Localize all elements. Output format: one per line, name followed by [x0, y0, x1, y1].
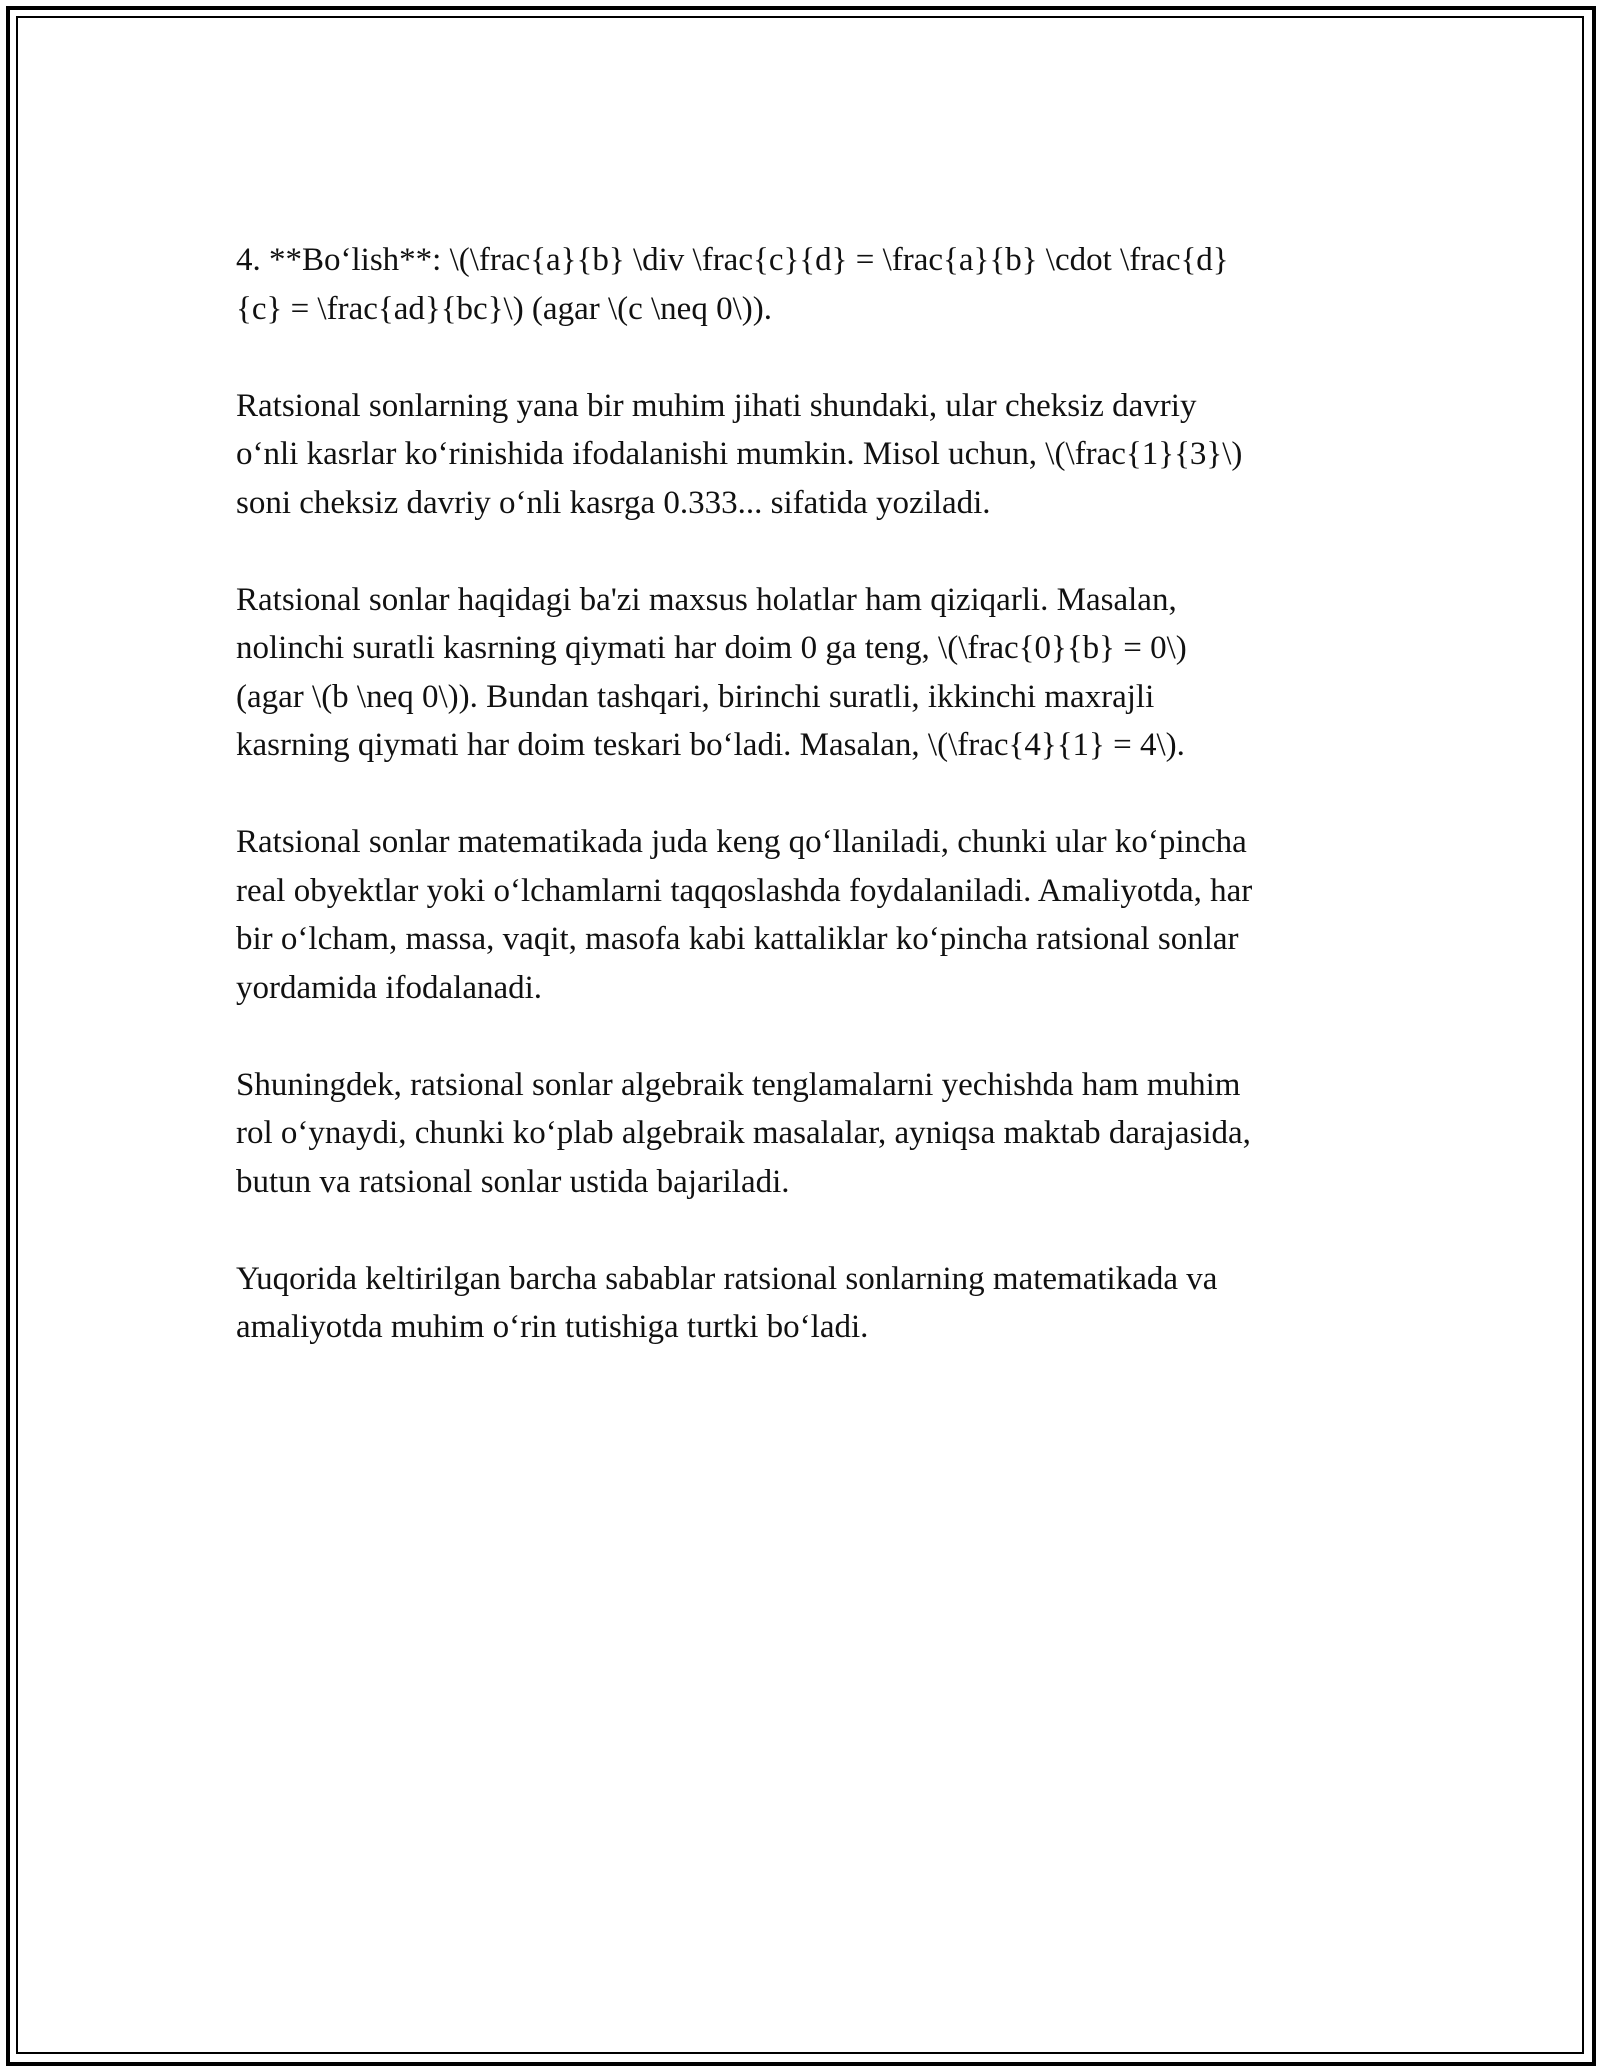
paragraph-algebra: Shuningdek, ratsional sonlar algebraik tenglamalarni yechishda ham muhim rol o‘ynaydi, chunki ko‘plab algebraik masalalar, ayniqsa maktab darajasida, butun va ratsional sonlar ustida bajariladi.	[236, 1066, 1251, 1200]
paragraph-conclusion: Yuqorida keltirilgan barcha sabablar ratsional sonlarning matematikada va amaliyotda muhim o‘rin tutishiga turtki bo‘ladi.	[236, 1260, 1218, 1345]
document-body	[236, 236, 1376, 1400]
paragraph-special-cases: Ratsional sonlar haqidagi ba'zi maxsus holatlar ham qiziqarli. Masalan, nolinchi suratli kasrning qiymati har doim 0 ga teng, \(\frac{0}{b} = 0\) (agar \(b \neq 0\)). Bundan tashqari, birinchi suratli, ikkinchi maxrajli kasrning qiymati har doim teskari bo‘ladi. Masalan, \(\frac{4}{1} = 4\).	[236, 581, 1187, 763]
paragraph-repeating-decimals: Ratsional sonlarning yana bir muhim jihati shundaki, ular cheksiz davriy o‘nli kasrlar ko‘rinishida ifodalanishi mumkin. Misol uchun, \(\frac{1}{3}\) soni cheksiz davriy o‘nli kasrga 0.333... sifatida yoziladi.	[236, 387, 1243, 521]
paragraph-division-rule: 4. **Bo‘lish**: \(\frac{a}{b} \div \frac{c}{d} = \frac{a}{b} \cdot \frac{d} {c} = \frac{ad}{bc}\) (agar \(c \neq 0\)).	[236, 242, 1229, 327]
paragraph-applications: Ratsional sonlar matematikada juda keng qo‘llaniladi, chunki ular ko‘pincha real obyektlar yoki o‘lchamlarni taqqoslashda foydalaniladi. Amaliyotda, har bir o‘lcham, massa, vaqit, masofa kabi kattaliklar ko‘pincha ratsional sonlar yordamida ifodalanadi.	[236, 824, 1253, 1006]
